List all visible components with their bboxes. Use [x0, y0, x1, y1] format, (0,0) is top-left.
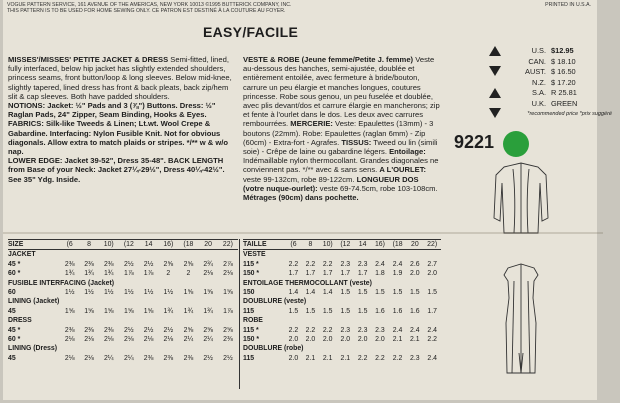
table-cell: 1½: [84, 289, 94, 297]
size-col: 16): [158, 240, 178, 250]
section-row: [8, 250, 238, 260]
garment-sketch: [486, 163, 556, 378]
row-label: 45: [8, 307, 16, 315]
table-cell: 1¾: [84, 270, 94, 278]
section-row: [243, 344, 441, 353]
entoilage-label: Entoilage:: [389, 147, 426, 157]
row-label: 150 *: [243, 336, 260, 344]
table-cell: 1⅞: [223, 307, 233, 315]
size-col: 20: [198, 240, 217, 250]
pattern-envelope-back: [3, 0, 612, 400]
table-cell: 2⅛: [84, 354, 94, 362]
table-cell: 2.1: [322, 354, 333, 362]
table-cell: 2.0: [322, 336, 333, 344]
table-cell: 2⅛: [124, 336, 134, 344]
table-cell: 2⅝: [163, 260, 174, 268]
table-cell: 2.0: [375, 336, 385, 344]
table-cell: 1⅝: [64, 307, 75, 315]
section-row: [243, 250, 441, 260]
table-cell: 2.2: [305, 260, 316, 268]
table-cell: 2.2: [288, 326, 299, 334]
entoilage-text: Indémaillable nylon thermocollant. Grandes diagonales ne conviennent pas. */** avec & sans sens.: [243, 156, 439, 175]
section-row: [243, 297, 441, 306]
row-label: 45 *: [8, 326, 21, 334]
row-label: 45 *: [8, 260, 21, 268]
size-col: 14: [354, 240, 371, 250]
table-cell: 2¼: [103, 354, 114, 362]
down-arrow-icon: [489, 108, 501, 118]
table-cell: 1⅝: [124, 307, 134, 315]
yardage-table-english: [8, 239, 238, 363]
table-cell: 2.3: [357, 260, 368, 268]
table-row: [8, 354, 238, 363]
table-row: [8, 326, 238, 335]
table-cell: 1.5: [410, 289, 420, 297]
table-cell: 2⅛: [64, 336, 75, 344]
section-label: DRESS: [8, 317, 32, 325]
up-arrow-icon: [489, 88, 501, 98]
table-cell: 2½: [143, 260, 154, 268]
home-sewing-notice: THIS PATTERN IS TO BE USED FOR HOME SEWING ONLY. CE PATRON EST DESTINÉ À LA COUTURE AU FOYER.: [7, 8, 286, 15]
row-label: 150: [243, 289, 255, 297]
table-cell: 2⅜: [183, 354, 194, 362]
table-cell: 2⅜: [143, 354, 154, 362]
table-cell: 2.2: [392, 354, 403, 362]
fabrics-text: Silk-like Tweeds & Linen; Lt.wt. Wool Crepe & Gabardine.: [8, 119, 211, 138]
table-cell: 1.4: [305, 289, 316, 297]
longueur-label: LONGUEUR DOS (votre nuque-ourlet):: [243, 174, 419, 193]
size-col: 22): [218, 240, 238, 250]
section-label: FUSIBLE INTERFACING (Jacket): [8, 279, 115, 287]
table-row: [8, 335, 238, 344]
table-cell: 2½: [143, 326, 154, 334]
table-cell: 2⅜: [84, 326, 94, 334]
table-cell: 2½: [163, 326, 174, 334]
table-cell: 2.2: [322, 260, 333, 268]
table-cell: 1.5: [392, 289, 403, 297]
table-cell: 2: [186, 270, 191, 278]
table-cell: 1.4: [322, 289, 333, 297]
size-col: 10): [319, 240, 337, 250]
table-cell: 2⅝: [183, 326, 194, 334]
section-row: [243, 316, 441, 325]
table-cell: 2.0: [427, 270, 437, 278]
table-cell: 1.5: [288, 307, 299, 315]
table-cell: 2.4: [392, 260, 403, 268]
table-cell: 2.2: [357, 354, 368, 362]
table-cell: 2.3: [410, 354, 420, 362]
pattern-number: 9221: [454, 132, 495, 152]
table-cell: 2.3: [340, 326, 351, 334]
table-cell: 2.1: [392, 336, 403, 344]
table-cell: 1.5: [322, 307, 333, 315]
green-dot-icon: [503, 131, 529, 157]
publisher-address: VOGUE PATTERN SERVICE, 161 AVENUE OF THE AMERICAS, NEW YORK 10013 ©1995 BUTTERICK COMPANY, INC.: [7, 2, 292, 8]
notions-text: Jacket: ½" Pads and 3 (⅞") Buttons. Dress: ½" Raglan Pads, 24" Zipper, Seam Binding, Hooks & Eyes.: [8, 101, 216, 120]
printed-in-usa: PRINTED IN U.S.A.: [545, 2, 591, 8]
table-cell: 1½: [64, 289, 75, 297]
table-cell: 2.6: [410, 260, 420, 268]
table-cell: 1½: [143, 289, 154, 297]
size-col: 8: [302, 240, 319, 250]
table-cell: 2.3: [375, 326, 385, 334]
table-row: [243, 307, 441, 316]
table-cell: 2: [166, 270, 171, 278]
table-cell: 2¼: [183, 336, 194, 344]
table-cell: 2.4: [427, 354, 437, 362]
table-cell: 2.2: [288, 260, 299, 268]
desc-title-en: MISSES'/MISSES' PETITE JACKET & DRESS: [8, 55, 169, 64]
english-description: [8, 55, 233, 184]
table-cell: 1⅝: [183, 289, 194, 297]
tissus-text: Tweed ou lin (simili soie) - Crêpe de laine ou gabardine légers.: [243, 137, 438, 157]
table-cell: 1⅝: [143, 307, 154, 315]
section-label: VESTE: [243, 251, 266, 259]
table-cell: 2⅝: [203, 326, 213, 334]
table-cell: 1¾: [163, 307, 174, 315]
row-label: 45: [8, 354, 16, 362]
table-cell: 2⅜: [64, 260, 75, 268]
ourlet-text: veste 99-132cm, robe 89-122cm.: [243, 174, 355, 184]
table-cell: 1.8: [375, 270, 385, 278]
size-header-row: [243, 240, 441, 250]
table-cell: 2.3: [340, 260, 351, 268]
row-label: 60: [8, 289, 16, 297]
table-cell: 2⅜: [64, 326, 75, 334]
table-cell: 1⅞: [124, 270, 134, 278]
lower-edge-text: Jacket 39-52", Dress 35-48".: [64, 156, 166, 166]
table-row: [8, 307, 238, 316]
size-col: 20: [406, 240, 423, 250]
down-arrow-icon: [489, 66, 501, 76]
table-cell: 1¾: [203, 307, 213, 315]
table-cell: 2⅛: [103, 336, 114, 344]
price-row-aust: AUST. $ 16.50: [525, 67, 576, 76]
row-label: 60 *: [8, 270, 21, 278]
table-cell: 2½: [124, 326, 134, 334]
row-label: 115: [243, 307, 255, 315]
table-cell: 2½: [203, 354, 213, 362]
publisher-header: [7, 2, 593, 22]
size-col: 10): [99, 240, 119, 250]
section-row: [8, 344, 238, 353]
metrages-text: Métrages (90cm) dans pochette.: [243, 193, 359, 203]
table-row: [8, 269, 238, 278]
table-cell: 2⅝: [183, 260, 194, 268]
table-cell: 2¼: [124, 354, 134, 362]
table-cell: 2.1: [340, 354, 351, 362]
back-length-label: BACK LENGTH from Base of your Neck:: [8, 156, 224, 175]
table-cell: 2½: [124, 260, 134, 268]
table-cell: 2¾: [203, 260, 213, 268]
table-row: [243, 288, 441, 297]
table-cell: 2⅞: [223, 260, 233, 268]
table-row: [8, 288, 238, 297]
table-cell: 1.5: [357, 289, 368, 297]
table-cell: 2⅛: [64, 354, 75, 362]
table-cell: 2⅜: [103, 326, 114, 334]
table-cell: 1.7: [322, 270, 333, 278]
back-length-text: Jacket 27¼-29½", Dress 40¼-42½".: [97, 165, 225, 175]
desc-text-fr: Veste au-dessous des hanches, semi-ajustée, doublée et entièrement entoilée, avec fermeture à bride/bouton, carrure un peu élargie et manches longues, coutures princesse. Robe sous genou, un peu fuselée et doublée, avec plis devant/dos et carrure élargie en mancherons; zip et fente à l'ourlet dans le dos. Les deux avec carrures rembourrées.: [243, 55, 440, 129]
table-cell: 2.0: [288, 354, 299, 362]
price-row-sa: S.A. R 25.81: [532, 88, 577, 97]
row-label: 60 *: [8, 336, 21, 344]
size-col: 8: [79, 240, 98, 250]
row-label: 150 *: [243, 270, 260, 278]
table-cell: 1⅝: [84, 307, 94, 315]
table-cell: 1⅝: [223, 289, 233, 297]
desc-title-fr: VESTE & ROBE (Jeune femme/Petite J. femme): [243, 55, 414, 64]
table-cell: 2⅜: [223, 336, 233, 344]
table-cell: 2⅝: [223, 326, 233, 334]
table-cell: 2.2: [322, 326, 333, 334]
row-label: 115 *: [243, 260, 259, 268]
table-cell: 1½: [163, 289, 174, 297]
table-cell: 1.7: [427, 307, 437, 315]
table-cell: 2.4: [410, 326, 420, 334]
size-header-row: [8, 240, 238, 250]
table-cell: 1.7: [288, 270, 299, 278]
table-cell: 1.4: [288, 289, 299, 297]
table-cell: 2⅜: [103, 260, 114, 268]
lower-edge-label: LOWER EDGE:: [8, 156, 63, 166]
table-cell: 2.0: [288, 336, 299, 344]
interfacing-label: Interfacing:: [49, 128, 92, 138]
size-col: (6: [285, 240, 302, 250]
price-list: [508, 46, 620, 120]
table-cell: 1.7: [305, 270, 316, 278]
table-cell: 2.2: [305, 326, 316, 334]
table-cell: 2.1: [305, 354, 316, 362]
size-col: 22): [423, 240, 441, 250]
size-label: SIZE: [8, 240, 60, 250]
size-col: (18: [178, 240, 198, 250]
row-label: 115 *: [243, 326, 259, 334]
table-cell: 2.2: [375, 354, 385, 362]
table-cell: 1.6: [410, 307, 420, 315]
section-label: JACKET: [8, 251, 36, 259]
table-cell: 2.0: [357, 336, 368, 344]
table-cell: 1.7: [340, 270, 351, 278]
table-cell: 2½: [223, 354, 233, 362]
table-cell: 2⅛: [203, 270, 213, 278]
table-row: [243, 269, 441, 278]
notions-label: NOTIONS:: [8, 101, 46, 111]
table-cell: 2.1: [410, 336, 420, 344]
table-cell: 1.6: [375, 307, 385, 315]
table-cell: 1.5: [375, 289, 385, 297]
table-cell: 2.0: [340, 336, 351, 344]
section-label: DOUBLURE (robe): [243, 345, 304, 353]
fabrics-label: FABRICS:: [8, 119, 44, 129]
size-col: 16): [371, 240, 389, 250]
section-row: [8, 316, 238, 325]
table-row: [243, 326, 441, 335]
table-cell: 2.4: [427, 326, 437, 334]
table-row: [243, 260, 441, 269]
difficulty-title: EASY/FACILE: [203, 24, 299, 40]
table-cell: 2⅜: [163, 354, 174, 362]
price-row-can: CAN. $ 18.10: [528, 56, 576, 66]
table-cell: 2¼: [203, 336, 213, 344]
size-col: 14: [139, 240, 158, 250]
table-cell: 2.0: [305, 336, 316, 344]
table-row: [243, 354, 441, 363]
section-row: [8, 279, 238, 288]
size-label: TAILLE: [243, 240, 285, 250]
section-label: DOUBLURE (veste): [243, 298, 307, 306]
price-note: *recommended price *prix suggéré: [527, 111, 612, 117]
see-yardage: See 35" Ydg. Inside.: [8, 174, 81, 184]
price-row-nz: N.Z. $ 17.20: [532, 77, 576, 87]
table-cell: 2⅜: [84, 260, 94, 268]
table-cell: 1.5: [427, 289, 437, 297]
table-divider: [239, 239, 240, 389]
size-col: (6: [60, 240, 79, 250]
section-label: LINING (Dress): [8, 345, 58, 353]
table-cell: 1.5: [305, 307, 316, 315]
table-cell: 2⅛: [223, 270, 233, 278]
table-cell: 1⅝: [103, 307, 114, 315]
table-cell: 2⅛: [84, 336, 94, 344]
price-row-uk: U.K. GREEN: [531, 98, 578, 108]
table-cell: 2.0: [410, 270, 420, 278]
table-cell: 2.3: [357, 326, 368, 334]
desc-text-en: Semi-fitted, lined, fully interfaced, below hip jacket has slightly extended shoulders, princess seams, front button/loop & long sleeves. Below mid-knee, slightly tapered, lined dress has front & back pleats, back zip/hem slit & cap sleeves. Both have padded shoulders.: [8, 55, 232, 101]
section-row: [243, 279, 441, 288]
table-cell: 1.5: [340, 307, 351, 315]
ourlet-label: A L'OURLET:: [379, 165, 427, 175]
table-cell: 2.7: [427, 260, 437, 268]
section-label: LINING (Jacket): [8, 298, 60, 306]
table-cell: 1⅝: [203, 289, 213, 297]
table-cell: 2.4: [375, 260, 385, 268]
table-cell: 1½: [103, 289, 114, 297]
table-cell: 1¾: [183, 307, 194, 315]
size-col: (12: [337, 240, 355, 250]
size-col: (18: [389, 240, 407, 250]
table-cell: 1.6: [392, 307, 403, 315]
section-label: ENTOILAGE THERMOCOLLANT (veste): [243, 279, 372, 287]
row-label: 115: [243, 354, 255, 362]
mercerie-text: Veste: Epaulettes (13mm) - 3 boutons (22mm). Robe: Epaulettes (raglan 6mm) - Zip (60cm) - Extra-fort - Agrafes.: [243, 119, 434, 147]
paper-crease: [3, 232, 603, 234]
price-row-us: U.S. $12.95: [531, 46, 574, 55]
table-cell: 2.4: [392, 326, 403, 334]
table-cell: 1.9: [392, 270, 403, 278]
up-arrow-icon: [489, 46, 501, 56]
longueur-text: veste 69-74.5cm, robe 103-108cm.: [319, 183, 438, 193]
mercerie-label: MERCERIE:: [290, 119, 333, 129]
french-description: [243, 55, 441, 202]
tissus-label: TISSUS:: [341, 137, 372, 147]
table-cell: 1⅞: [143, 270, 154, 278]
table-cell: 1½: [124, 289, 134, 297]
size-col: (12: [119, 240, 139, 250]
interfacing-text: Nylon Fusible Knit. Not for obvious diagonals. Allow extra to match plaids or stripes. */** w & w/o nap.: [8, 128, 228, 157]
table-cell: 1¾: [103, 270, 114, 278]
yardage-table-french: [243, 239, 441, 363]
table-cell: 1.7: [357, 270, 368, 278]
table-cell: 2⅛: [143, 336, 154, 344]
table-cell: 2⅛: [163, 336, 174, 344]
table-row: [8, 260, 238, 269]
table-cell: 1.5: [357, 307, 368, 315]
table-cell: 1¾: [64, 270, 75, 278]
table-cell: 1.5: [340, 289, 351, 297]
table-cell: 2.2: [427, 336, 437, 344]
section-row: [8, 297, 238, 306]
table-row: [243, 335, 441, 344]
section-label: ROBE: [243, 317, 263, 325]
